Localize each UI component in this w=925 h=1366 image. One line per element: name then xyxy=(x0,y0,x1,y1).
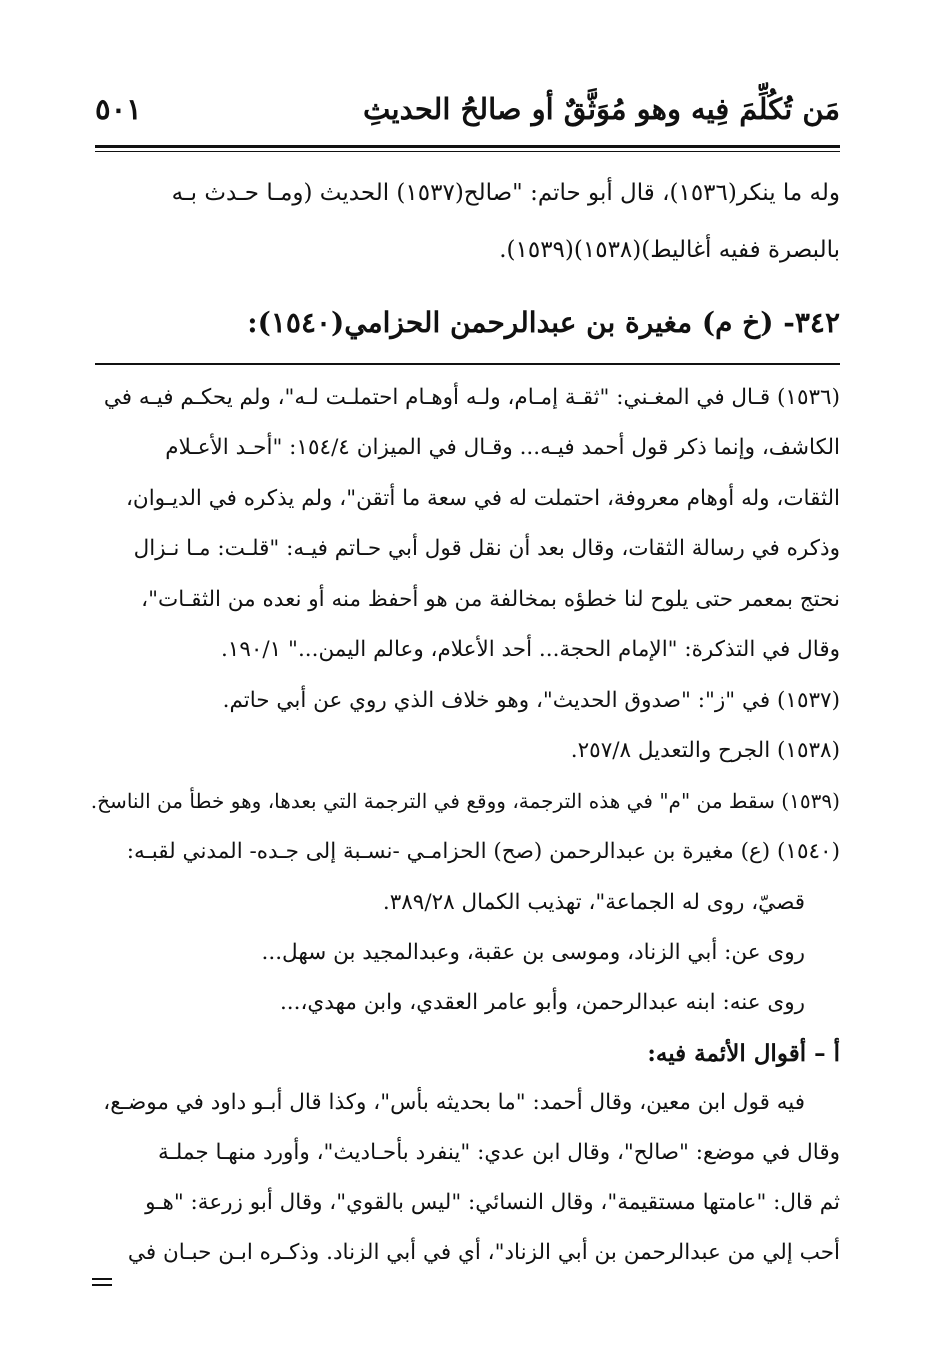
footnote-line: الكاشف، وإنما ذكر قول أحمد فيـه... وقـال في الميزان ١٥٤/٤: "أحـد الأعـلام xyxy=(165,435,840,460)
footnote-line: قصيّ، روى له الجماعة"، تهذيب الكمال ٣٨٩/٢٨. xyxy=(382,890,805,915)
footnote-line: (١٥٣٧) في "ز": "صدوق الحديث"، وهو خلاف الذي روي عن أبي حاتم. xyxy=(222,688,840,713)
footnote-line: (١٥٣٨) الجرح والتعديل ٢٥٧/٨. xyxy=(570,738,840,763)
footnote-line: (١٥٣٩) سقط من "م" في هذه الترجمة، ووقع في الترجمة التي بعدها، وهو خطأ من الناسخ. xyxy=(90,789,840,813)
section-line: أحب إلي من عبدالرحمن بن أبي الزناد"، أي في أبي الزناد. وذكـره ابـن حبـان في xyxy=(127,1240,840,1265)
footnote-line: نحتج بمعمر حتى يلوح لنا خطؤه بمخالفة من هو أحفظ منه أو نعده من الثقـات"، xyxy=(141,587,840,612)
section-line: ثم قال: "عامتها مستقيمة"، وقال النسائي: "ليس بالقوي"، وقال أبو زرعة: "هـو xyxy=(145,1190,840,1215)
body-line: بالبصرة ففيه أغاليط)(١٥٣٨)(١٥٣٩). xyxy=(499,237,840,263)
footnote-line: (١٥٤٠) (ع) مغيرة بن عبدالرحمن (صح) الحزامـي -نسـبة إلى جـده- المدني لقبـه: xyxy=(126,839,840,864)
section-heading: أ – أقوال الأئمة فيه: xyxy=(647,1040,840,1067)
body-line: وله ما ينكر(١٥٣٦)، قال أبو حاتم: "صالح(١٥٣٧) الحديث (ومـا حـدث بـه xyxy=(171,180,840,206)
section-line: فيه قول ابن معين، وقال أحمد: "ما بحديثه بأس"، وكذا قال أبـو داود في موضـع، xyxy=(103,1090,805,1115)
footnote-line: وقال في التذكرة: "الإمام الحجة... أحد الأعلام، وعالم اليمن..." ١٩٠/١. xyxy=(220,637,840,662)
entry-title: ٣٤٢- (خ م) مغيرة بن عبدالرحمن الحزامي(١٥٤٠): xyxy=(247,306,840,339)
page-header xyxy=(95,92,840,138)
footnote-line: وذكره في رسالة الثقات، وقال بعد أن نقل قول أبي حـاتم فيـه: "قلـت: مـا نـزال xyxy=(133,536,840,561)
footnote-line: (١٥٣٦) قـال في المغـني: "ثقـة إمـام، ولـه أوهـام احتملـت لـه"، ولم يحكـم فيـه في xyxy=(103,385,840,410)
footnote-line: روى عن: أبي الزناد، وموسى بن عقبة، وعبدالمجيد بن سهل... xyxy=(261,940,805,965)
footnote-line: روى عنه: ابنه عبدالرحمن، وأبو عامر العقدي، وابن مهدي،... xyxy=(279,990,805,1015)
page-number: ٥٠١ xyxy=(95,92,142,126)
footnote-separator xyxy=(95,363,840,365)
running-title: مَن تُكُلِّمَ فِيه وهو مُوَثَّقٌ أو صالحُ الحديثِ xyxy=(363,92,840,126)
header-rule-thin xyxy=(95,151,840,152)
section-line: وقال في موضع: "صالح"، وقال ابن عدي: "ينفرد بأحـاديث"، وأورد منهـا جملـة xyxy=(157,1140,840,1165)
footnote-line: الثقات، وله أوهام معروفة، احتملت له في سعة ما أتقن"، ولم يذكره في الديـوان، xyxy=(125,486,840,511)
continuation-mark xyxy=(92,1278,112,1290)
header-rule xyxy=(95,145,840,148)
